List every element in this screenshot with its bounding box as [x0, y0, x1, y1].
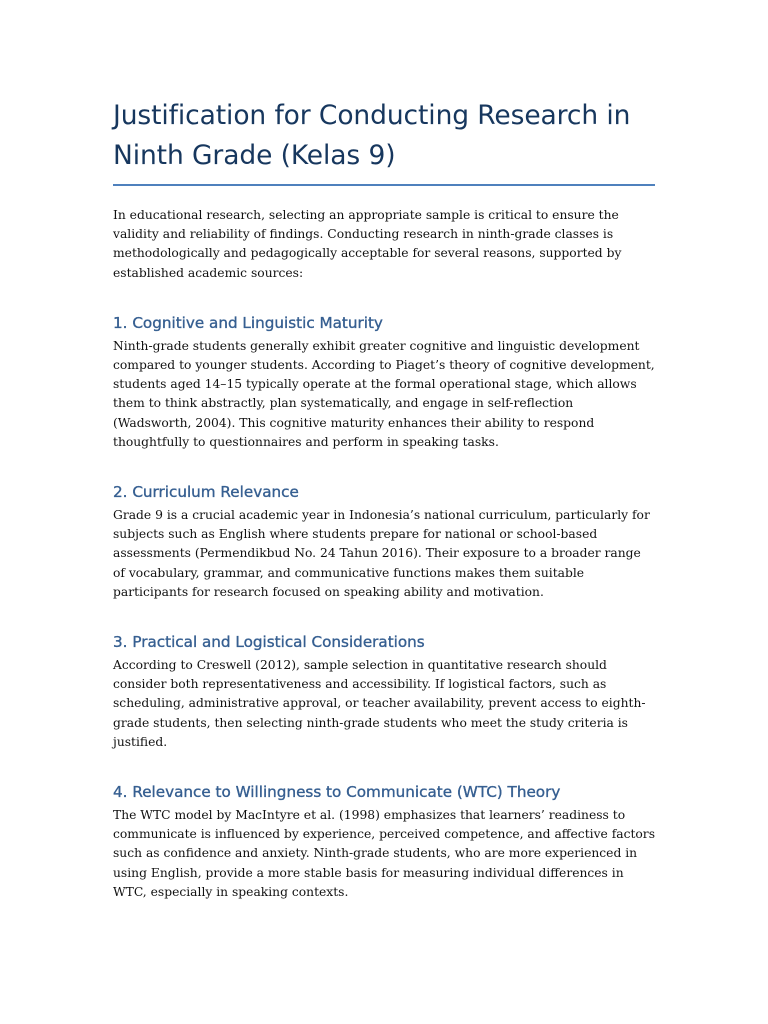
- section-heading: 4. Relevance to Willingness to Communicate (WTC) Theory: [113, 783, 561, 802]
- section-body: According to Creswell (2012), sample selection in quantitative research should consider both representativeness and accessibility. If logistical factors, such as scheduling, administrative approval, or teacher availability, prevent access to eighth-grade students, then selecting ninth-grade students who meet the study criteria is justified.: [113, 658, 646, 749]
- section-wtc-theory: [113, 782, 655, 902]
- document-title: Justification for Conducting Research in Ninth Grade (Kelas 9): [113, 100, 631, 171]
- section-heading: 3. Practical and Logistical Considerations: [113, 633, 425, 652]
- section-cognitive-maturity: [113, 313, 655, 452]
- title-divider: [113, 184, 655, 186]
- section-body: The WTC model by MacIntyre et al. (1998) emphasizes that learners’ readiness to communicate is influenced by experience, perceived competence, and affective factors such as confidence and anxiety. Ninth-grade students, who are more experienced in using English, provide a more stable basis for measuring individual differences in WTC, especially in speaking contexts.: [113, 808, 655, 899]
- intro-paragraph: In educational research, selecting an appropriate sample is critical to ensure the validity and reliability of findings. Conducting research in ninth-grade classes is methodologically and pedagogically acceptable for several reasons, supported by established academic sources:: [113, 208, 622, 280]
- section-heading: 2. Curriculum Relevance: [113, 483, 299, 502]
- section-heading: 1. Cognitive and Linguistic Maturity: [113, 313, 383, 332]
- section-body: Ninth-grade students generally exhibit greater cognitive and linguistic development compared to younger students. According to Piaget’s theory of cognitive development, students aged 14–15 typically operate at the formal operational stage, which allows them to think abstractly, plan systematically, and engage in self-reflection (Wadsworth, 2004). This cognitive maturity enhances their ability to respond thoughtfully to questionnaires and perform in speaking tasks.: [113, 338, 655, 449]
- section-curriculum-relevance: [113, 482, 655, 602]
- section-practical-considerations: [113, 632, 655, 752]
- section-body: Grade 9 is a crucial academic year in Indonesia’s national curriculum, particularly for subjects such as English where students prepare for national or school-based assessments (Permendikbud No. 24 Tahun 2016). Their exposure to a broader range of vocabulary, grammar, and communicative functions makes them suitable participants for research focused on speaking ability and motivation.: [113, 508, 650, 599]
